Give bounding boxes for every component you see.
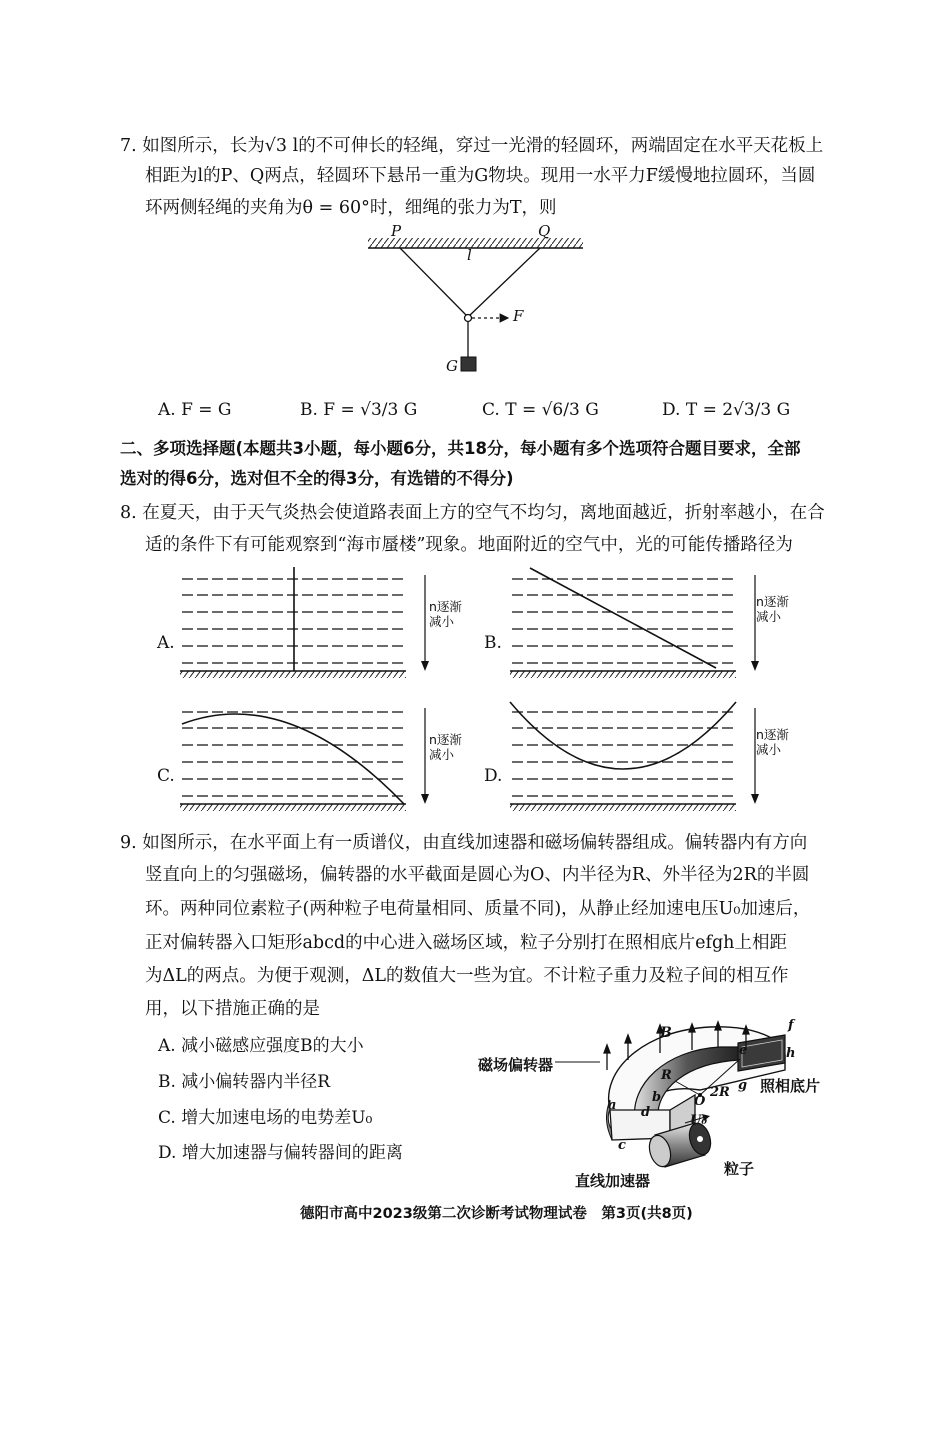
q8-d-arrow-label-2: 减小 bbox=[756, 742, 782, 757]
page-footer: 德阳市高中2023级第二次诊断考试物理试卷 第3页(共8页) bbox=[300, 1206, 693, 1222]
q7-option-d[interactable]: D. T = 2√3/3 G bbox=[662, 400, 791, 420]
q8-option-c[interactable]: C. bbox=[157, 766, 175, 786]
point-p-label: P bbox=[391, 222, 402, 240]
q7-option-c[interactable]: C. T = √6/3 G bbox=[482, 400, 599, 420]
q7-option-a[interactable]: A. F = G bbox=[158, 400, 232, 420]
center-o-label: O bbox=[694, 1094, 706, 1109]
q8-option-d[interactable]: D. bbox=[484, 766, 503, 786]
q8-panel-b bbox=[508, 565, 808, 685]
q8-b-arrow-label-2: 减小 bbox=[756, 609, 782, 624]
voltage-u0-label: U₀ bbox=[690, 1113, 708, 1128]
outer-radius-label: 2R bbox=[710, 1085, 730, 1100]
q9-line-4: 正对偏转器入口矩形abcd的中心进入磁场区域，粒子分别打在照相底片efgh上相距 bbox=[145, 933, 787, 953]
q8-line-1: 8. 在夏天，由于天气炎热会使道路表面上方的空气不均匀，离地面越近，折射率越小，在合 bbox=[120, 503, 825, 523]
q7-line-1: 7. 如图所示，长为√3 l的不可伸长的轻绳，穿过一光滑的轻圆环，两端固定在水平天花板上 bbox=[120, 136, 824, 156]
inner-radius-label: R bbox=[661, 1068, 672, 1083]
corner-b-label: b bbox=[652, 1090, 662, 1105]
deflector-label: 磁场偏转器 bbox=[478, 1056, 554, 1074]
q8-line-2: 适的条件下有可能观察到“海市蜃楼”现象。地面附近的空气中，光的可能传播路径为 bbox=[145, 535, 793, 555]
weight-g-label: G bbox=[446, 357, 458, 375]
q9-line-2: 竖直向上的匀强磁场，偏转器的水平截面是圆心为O、内半径为R、外半径为2R的半圆 bbox=[145, 865, 810, 885]
length-l-label: l bbox=[467, 246, 472, 264]
particle-label: 粒子 bbox=[724, 1160, 755, 1178]
film-label: 照相底片 bbox=[760, 1077, 821, 1095]
section-2-heading-1: 二、多项选择题(本题共3小题，每小题6分，共18分，每小题有多个选项符合题目要求，全部 bbox=[120, 439, 801, 458]
q9-option-a[interactable]: A. 减小磁感应强度B的大小 bbox=[158, 1036, 364, 1056]
q7-line-3: 环两侧轻绳的夹角为θ = 60°时，细绳的张力为T，则 bbox=[145, 198, 557, 218]
accelerator-label: 直线加速器 bbox=[575, 1172, 651, 1190]
corner-e-label: e bbox=[739, 1043, 748, 1058]
q8-panel-d bbox=[508, 698, 808, 818]
corner-f-label: f bbox=[788, 1018, 794, 1033]
force-f-label: F bbox=[513, 307, 524, 325]
q8-a-arrow-label-1: n逐渐 bbox=[429, 599, 462, 614]
section-2-heading-2: 选对的得6分，选对但不全的得3分，有选错的不得分) bbox=[120, 469, 514, 488]
q9-line-1: 9. 如图所示，在水平面上有一质谱仪，由直线加速器和磁场偏转器组成。偏转器内有方向 bbox=[120, 833, 808, 853]
q8-a-arrow-label-2: 减小 bbox=[429, 614, 455, 629]
q9-line-3: 环。两种同位素粒子(两种粒子电荷量相同、质量不同)，从静止经加速电压U₀加速后， bbox=[145, 899, 811, 919]
q8-c-arrow-label-2: 减小 bbox=[429, 747, 455, 762]
corner-h-label: h bbox=[786, 1046, 796, 1061]
q9-option-d[interactable]: D. 增大加速器与偏转器间的距离 bbox=[158, 1143, 403, 1163]
b-field-label: B bbox=[660, 1025, 672, 1041]
q8-b-arrow-label-1: n逐渐 bbox=[756, 594, 789, 609]
q8-c-arrow-label-1: n逐渐 bbox=[429, 732, 462, 747]
corner-g-label: g bbox=[738, 1078, 748, 1093]
q8-option-b[interactable]: B. bbox=[484, 633, 502, 653]
q9-option-b[interactable]: B. 减小偏转器内半径R bbox=[158, 1072, 331, 1092]
q9-line-5: 为ΔL的两点。为便于观测，ΔL的数值大一些为宜。不计粒子重力及粒子间的相互作 bbox=[145, 966, 789, 986]
q9-line-6: 用，以下措施正确的是 bbox=[145, 999, 320, 1019]
q8-option-a[interactable]: A. bbox=[157, 633, 175, 653]
q9-option-c[interactable]: C. 增大加速电场的电势差U₀ bbox=[158, 1108, 373, 1128]
mass-spectrometer-figure bbox=[560, 1015, 800, 1185]
q8-d-arrow-label-1: n逐渐 bbox=[756, 727, 789, 742]
point-q-label: Q bbox=[538, 222, 551, 240]
q7-option-b[interactable]: B. F = √3/3 G bbox=[300, 400, 418, 420]
q7-figure bbox=[360, 220, 600, 380]
q7-line-2: 相距为l的P、Q两点，轻圆环下悬吊一重为G物块。现用一水平力F缓慢地拉圆环，当圆 bbox=[145, 166, 816, 186]
corner-d-label: d bbox=[641, 1105, 651, 1120]
corner-a-label: a bbox=[608, 1098, 617, 1113]
corner-c-label: c bbox=[618, 1138, 626, 1153]
